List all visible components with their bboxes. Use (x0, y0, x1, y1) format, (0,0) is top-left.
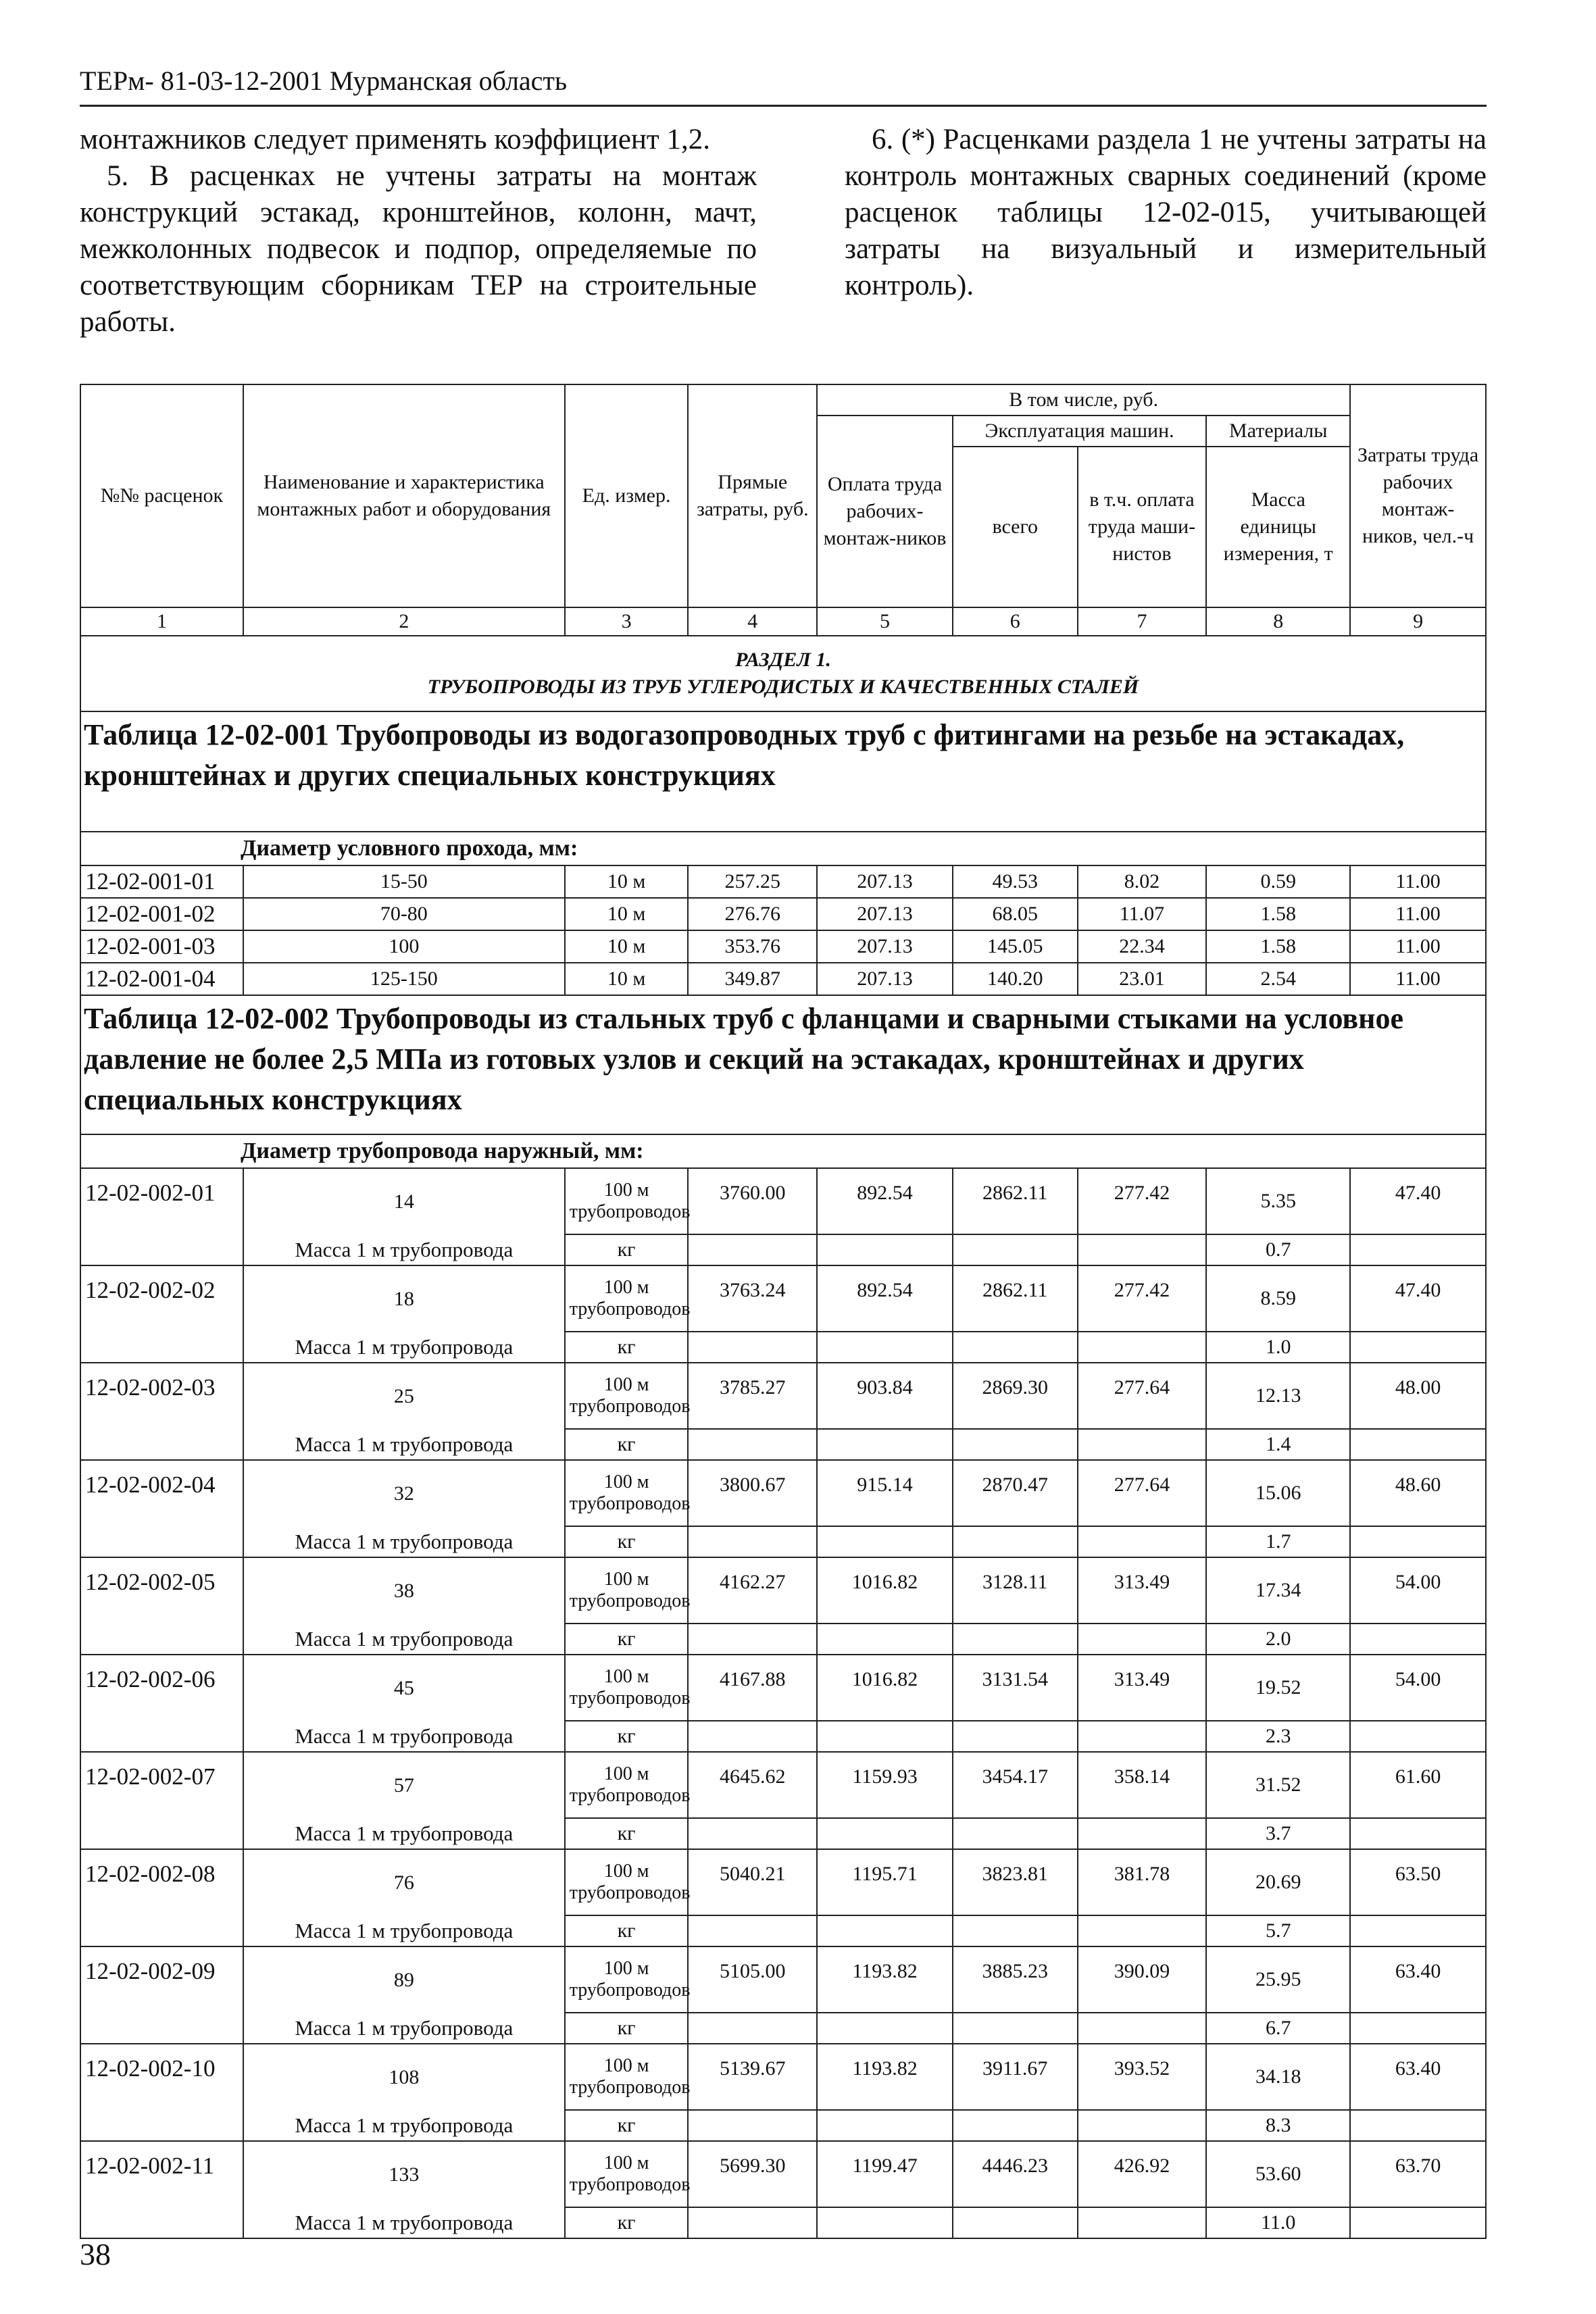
mass-row (80, 2110, 1486, 2141)
empty-cell (1078, 2207, 1207, 2238)
work-name: 32 (243, 1460, 565, 1526)
empty-cell (953, 1818, 1078, 1849)
empty-cell (817, 1332, 953, 1363)
mass-value: 2.0 (1206, 1624, 1350, 1655)
mass-unit: кг (565, 1332, 689, 1363)
empty-cell (953, 1332, 1078, 1363)
empty-cell (1078, 1915, 1207, 1946)
paragraph: монтажников следует применять коэффициент 1,2. (80, 124, 710, 155)
direct-cost: 5040.21 (688, 1849, 817, 1915)
empty-cell (817, 1234, 953, 1265)
page-number: 38 (80, 2237, 111, 2271)
labor-hours: 48.60 (1350, 1460, 1486, 1526)
mass-label: Масса 1 м трубопровода (243, 2207, 565, 2238)
empty-cell (1350, 2207, 1486, 2238)
work-name: 100 (243, 930, 565, 963)
empty-cell (1350, 1332, 1486, 1363)
direct-cost: 257.25 (688, 865, 817, 898)
materials-cost: 19.52 (1206, 1655, 1350, 1721)
work-name: 76 (243, 1849, 565, 1915)
machinist-cost: 393.52 (1078, 2044, 1207, 2110)
mass-row (80, 1624, 1486, 1655)
section-title (80, 636, 1486, 711)
mass-row (80, 1526, 1486, 1557)
rate-code: 12-02-001-02 (80, 898, 243, 930)
mass-unit: кг (565, 2207, 689, 2238)
unit: 10 м (565, 963, 689, 995)
table1-subhead (80, 832, 1486, 865)
direct-cost: 4167.88 (688, 1655, 817, 1721)
table-row (80, 1557, 1486, 1624)
rate-code: 12-02-002-08 (80, 1849, 243, 1946)
col-header-hours: Затраты труда рабочих монтаж-ников, чел.-ч (1350, 384, 1486, 607)
column-number: 7 (1078, 607, 1207, 636)
empty-cell (688, 1624, 817, 1655)
labor-hours: 54.00 (1350, 1557, 1486, 1624)
section-name: ТРУБОПРОВОДЫ ИЗ ТРУБ УГЛЕРОДИСТЫХ И КАЧЕСТВЕННЫХ СТАЛЕЙ (427, 676, 1139, 698)
column-number: 5 (817, 607, 953, 636)
empty-cell (688, 1332, 817, 1363)
labor-cost: 1016.82 (817, 1655, 953, 1721)
empty-cell (1078, 2110, 1207, 2141)
empty-cell (1350, 1624, 1486, 1655)
empty-cell (688, 1526, 817, 1557)
direct-cost: 4645.62 (688, 1752, 817, 1818)
table-row (80, 1752, 1486, 1818)
direct-cost: 4162.27 (688, 1557, 817, 1624)
empty-cell (1078, 1429, 1207, 1460)
subhead-label: Диаметр условного прохода, мм: (241, 836, 578, 861)
machinist-cost: 277.64 (1078, 1363, 1207, 1429)
unit: 100 м трубопроводов (565, 1265, 689, 1332)
empty-cell (688, 2207, 817, 2238)
machinist-cost: 23.01 (1078, 963, 1207, 995)
unit: 100 м трубопроводов (565, 1946, 689, 2013)
rate-code: 12-02-002-04 (80, 1460, 243, 1557)
rate-code: 12-02-001-04 (80, 963, 243, 995)
empty-cell (817, 2013, 953, 2044)
labor-hours: 11.00 (1350, 865, 1486, 898)
machine-cost: 145.05 (953, 930, 1078, 963)
col-header-mach-labor: в т.ч. оплата труда маши-нистов (1078, 447, 1207, 607)
machinist-cost: 313.49 (1078, 1655, 1207, 1721)
mass-label: Масса 1 м трубопровода (243, 1624, 565, 1655)
work-name: 15-50 (243, 865, 565, 898)
mass-label: Масса 1 м трубопровода (243, 2110, 565, 2141)
empty-cell (817, 1915, 953, 1946)
labor-hours: 11.00 (1350, 963, 1486, 995)
materials-cost: 8.59 (1206, 1265, 1350, 1332)
empty-cell (1078, 1234, 1207, 1265)
materials-cost: 5.35 (1206, 1168, 1350, 1234)
table-row (80, 1265, 1486, 1332)
empty-cell (953, 1915, 1078, 1946)
table-row (80, 2141, 1486, 2207)
empty-cell (1350, 1429, 1486, 1460)
rates-table (80, 384, 1487, 2239)
empty-cell (817, 1624, 953, 1655)
mass-value: 2.3 (1206, 1721, 1350, 1752)
column-number: 6 (953, 607, 1078, 636)
unit: 100 м трубопроводов (565, 1460, 689, 1526)
empty-cell (817, 1721, 953, 1752)
empty-cell (1078, 1721, 1207, 1752)
work-name: 57 (243, 1752, 565, 1818)
mass-value: 1.0 (1206, 1332, 1350, 1363)
machine-cost: 3454.17 (953, 1752, 1078, 1818)
work-name: 14 (243, 1168, 565, 1234)
rate-code: 12-02-002-09 (80, 1946, 243, 2044)
empty-cell (953, 2207, 1078, 2238)
empty-cell (817, 1526, 953, 1557)
mass-label: Масса 1 м трубопровода (243, 1332, 565, 1363)
rate-code: 12-02-002-06 (80, 1655, 243, 1752)
machine-cost: 140.20 (953, 963, 1078, 995)
empty-cell (688, 1234, 817, 1265)
mass-label: Масса 1 м трубопровода (243, 1429, 565, 1460)
empty-cell (817, 1818, 953, 1849)
machinist-cost: 390.09 (1078, 1946, 1207, 2013)
materials-cost: 31.52 (1206, 1752, 1350, 1818)
machinist-cost: 11.07 (1078, 898, 1207, 930)
empty-cell (1350, 1818, 1486, 1849)
mass-label: Масса 1 м трубопровода (243, 1526, 565, 1557)
rate-code: 12-02-002-07 (80, 1752, 243, 1849)
machinist-cost: 8.02 (1078, 865, 1207, 898)
work-name: 108 (243, 2044, 565, 2110)
mass-value: 1.7 (1206, 1526, 1350, 1557)
table-row (80, 1946, 1486, 2013)
work-name: 70-80 (243, 898, 565, 930)
column-number: 2 (243, 607, 565, 636)
machinist-cost: 277.42 (1078, 1265, 1207, 1332)
column-number: 4 (688, 607, 817, 636)
labor-hours: 63.40 (1350, 2044, 1486, 2110)
labor-hours: 63.70 (1350, 2141, 1486, 2207)
labor-cost: 1193.82 (817, 2044, 953, 2110)
col-header-mass: Масса единицы измерения, т (1206, 447, 1350, 607)
column-number: 1 (80, 607, 243, 636)
unit: 100 м трубопроводов (565, 1655, 689, 1721)
machinist-cost: 426.92 (1078, 2141, 1207, 2207)
empty-cell (1078, 1818, 1207, 1849)
work-name: 89 (243, 1946, 565, 2013)
work-name: 133 (243, 2141, 565, 2207)
work-name: 18 (243, 1265, 565, 1332)
section-number: РАЗДЕЛ 1. (735, 649, 831, 671)
labor-hours: 61.60 (1350, 1752, 1486, 1818)
materials-cost: 1.58 (1206, 930, 1350, 963)
labor-hours: 11.00 (1350, 930, 1486, 963)
empty-cell (1350, 1234, 1486, 1265)
direct-cost: 3763.24 (688, 1265, 817, 1332)
materials-cost: 2.54 (1206, 963, 1350, 995)
labor-hours: 63.50 (1350, 1849, 1486, 1915)
materials-cost: 25.95 (1206, 1946, 1350, 2013)
empty-cell (953, 1234, 1078, 1265)
machine-cost: 3885.23 (953, 1946, 1078, 2013)
rate-code: 12-02-001-03 (80, 930, 243, 963)
labor-cost: 915.14 (817, 1460, 953, 1526)
col-header-machines: Эксплуатация машин. (953, 416, 1206, 447)
empty-cell (1078, 2013, 1207, 2044)
mass-value: 8.3 (1206, 2110, 1350, 2141)
table-row (80, 865, 1486, 898)
materials-cost: 20.69 (1206, 1849, 1350, 1915)
col-header-incl: В том числе, руб. (817, 384, 1350, 416)
empty-cell (817, 2207, 953, 2238)
direct-cost: 3785.27 (688, 1363, 817, 1429)
mass-row (80, 2013, 1486, 2044)
mass-row (80, 1429, 1486, 1460)
empty-cell (688, 1915, 817, 1946)
header-title: ТЕРм- 81-03-12-2001 Мурманская область (80, 66, 568, 96)
mass-unit: кг (565, 1429, 689, 1460)
mass-row (80, 2207, 1486, 2238)
labor-cost: 207.13 (817, 898, 953, 930)
paragraph: 6. (*) Расценками раздела 1 не учтены затраты на контроль монтажных сварных соединений (кроме расценок таблицы 12-02-015, учитывающей затраты на визуальный и измерительный контроль). (845, 124, 1487, 301)
left-text-column (80, 122, 757, 341)
empty-cell (953, 2110, 1078, 2141)
machine-cost: 2870.47 (953, 1460, 1078, 1526)
labor-cost: 903.84 (817, 1363, 953, 1429)
unit: 10 м (565, 865, 689, 898)
rate-code: 12-02-002-02 (80, 1265, 243, 1363)
machine-cost: 3131.54 (953, 1655, 1078, 1721)
machine-cost: 2862.11 (953, 1265, 1078, 1332)
col-header-direct: Прямые затраты, руб. (688, 384, 817, 607)
rate-code: 12-02-002-01 (80, 1168, 243, 1265)
mass-unit: кг (565, 1721, 689, 1752)
mass-label: Масса 1 м трубопровода (243, 1915, 565, 1946)
machinist-cost: 358.14 (1078, 1752, 1207, 1818)
unit: 100 м трубопроводов (565, 1849, 689, 1915)
labor-hours: 47.40 (1350, 1168, 1486, 1234)
rate-code: 12-02-001-01 (80, 865, 243, 898)
table-row (80, 898, 1486, 930)
table-row (80, 930, 1486, 963)
machine-cost: 3128.11 (953, 1557, 1078, 1624)
empty-cell (953, 1429, 1078, 1460)
col-header-labor: Оплата труда рабочих-монтаж-ников (817, 416, 953, 607)
rate-code: 12-02-002-03 (80, 1363, 243, 1460)
materials-cost: 15.06 (1206, 1460, 1350, 1526)
unit: 100 м трубопроводов (565, 1168, 689, 1234)
labor-cost: 207.13 (817, 865, 953, 898)
table-row (80, 1363, 1486, 1429)
machinist-cost: 22.34 (1078, 930, 1207, 963)
materials-cost: 17.34 (1206, 1557, 1350, 1624)
mass-value: 6.7 (1206, 2013, 1350, 2044)
machine-cost: 68.05 (953, 898, 1078, 930)
machine-cost: 3911.67 (953, 2044, 1078, 2110)
labor-cost: 892.54 (817, 1265, 953, 1332)
direct-cost: 5105.00 (688, 1946, 817, 2013)
machine-cost: 3823.81 (953, 1849, 1078, 1915)
materials-cost: 34.18 (1206, 2044, 1350, 2110)
running-header (80, 65, 1487, 107)
empty-cell (688, 1818, 817, 1849)
unit: 10 м (565, 898, 689, 930)
machine-cost: 49.53 (953, 865, 1078, 898)
mass-label: Масса 1 м трубопровода (243, 1818, 565, 1849)
empty-cell (1350, 1526, 1486, 1557)
unit: 100 м трубопроводов (565, 1363, 689, 1429)
machinist-cost: 381.78 (1078, 1849, 1207, 1915)
machinist-cost: 313.49 (1078, 1557, 1207, 1624)
mass-label: Масса 1 м трубопровода (243, 1234, 565, 1265)
empty-cell (953, 1624, 1078, 1655)
mass-label: Масса 1 м трубопровода (243, 2013, 565, 2044)
table-row (80, 1460, 1486, 1526)
table-row (80, 1168, 1486, 1234)
direct-cost: 353.76 (688, 930, 817, 963)
direct-cost: 5699.30 (688, 2141, 817, 2207)
empty-cell (1350, 1915, 1486, 1946)
work-name: 38 (243, 1557, 565, 1624)
table-row (80, 1655, 1486, 1721)
mass-unit: кг (565, 2110, 689, 2141)
mass-row (80, 1915, 1486, 1946)
col-header-materials: Материалы (1206, 416, 1350, 447)
right-text-column (845, 122, 1487, 304)
machine-cost: 2862.11 (953, 1168, 1078, 1234)
mass-row (80, 1234, 1486, 1265)
col-header-unit: Ед. измер. (565, 384, 689, 607)
labor-hours: 47.40 (1350, 1265, 1486, 1332)
empty-cell (1078, 1332, 1207, 1363)
machinist-cost: 277.64 (1078, 1460, 1207, 1526)
materials-cost: 0.59 (1206, 865, 1350, 898)
empty-cell (953, 1526, 1078, 1557)
labor-hours: 63.40 (1350, 1946, 1486, 2013)
labor-hours: 48.00 (1350, 1363, 1486, 1429)
labor-hours: 11.00 (1350, 898, 1486, 930)
empty-cell (817, 1429, 953, 1460)
work-name: 125-150 (243, 963, 565, 995)
mass-unit: кг (565, 2013, 689, 2044)
empty-cell (688, 2013, 817, 2044)
subhead-label: Диаметр трубопровода наружный, мм: (241, 1138, 644, 1163)
materials-cost: 12.13 (1206, 1363, 1350, 1429)
rate-code: 12-02-002-05 (80, 1557, 243, 1655)
direct-cost: 3800.67 (688, 1460, 817, 1526)
table-row (80, 1849, 1486, 1915)
empty-cell (1350, 1721, 1486, 1752)
work-name: 25 (243, 1363, 565, 1429)
unit: 100 м трубопроводов (565, 1752, 689, 1818)
mass-row (80, 1332, 1486, 1363)
mass-unit: кг (565, 1234, 689, 1265)
mass-unit: кг (565, 1526, 689, 1557)
mass-label: Масса 1 м трубопровода (243, 1721, 565, 1752)
unit: 10 м (565, 930, 689, 963)
machinist-cost: 277.42 (1078, 1168, 1207, 1234)
labor-cost: 1199.47 (817, 2141, 953, 2207)
mass-value: 11.0 (1206, 2207, 1350, 2238)
materials-cost: 53.60 (1206, 2141, 1350, 2207)
labor-cost: 1016.82 (817, 1557, 953, 1624)
mass-unit: кг (565, 1818, 689, 1849)
empty-cell (1078, 1624, 1207, 1655)
labor-cost: 1193.82 (817, 1946, 953, 2013)
direct-cost: 3760.00 (688, 1168, 817, 1234)
empty-cell (688, 2110, 817, 2141)
col-header-mach-total: всего (953, 447, 1078, 607)
empty-cell (688, 1721, 817, 1752)
table-row (80, 2044, 1486, 2110)
empty-cell (953, 1721, 1078, 1752)
empty-cell (953, 2013, 1078, 2044)
rate-code: 12-02-002-10 (80, 2044, 243, 2141)
paragraph: 5. В расценках не учтены затраты на монтаж конструкций эстакад, кронштейнов, колонн, мачт, межколонных подвесок и подпор, определяемые по соответствующим сборникам ТЕР на строительные работы. (80, 160, 757, 338)
mass-value: 0.7 (1206, 1234, 1350, 1265)
mass-row (80, 1721, 1486, 1752)
table1-title: Таблица 12-02-001 Трубопроводы из водогазопроводных труб с фитингами на резьбе на эстакадах, кронштейнах и других специальных конструкциях (80, 711, 1486, 832)
empty-cell (1350, 2013, 1486, 2044)
table-row (80, 963, 1486, 995)
col-header-code: №№ расценок (80, 384, 243, 607)
machine-cost: 4446.23 (953, 2141, 1078, 2207)
empty-cell (688, 1429, 817, 1460)
mass-row (80, 1818, 1486, 1849)
direct-cost: 5139.67 (688, 2044, 817, 2110)
unit: 100 м трубопроводов (565, 1557, 689, 1624)
materials-cost: 1.58 (1206, 898, 1350, 930)
mass-unit: кг (565, 1915, 689, 1946)
direct-cost: 349.87 (688, 963, 817, 995)
labor-cost: 1195.71 (817, 1849, 953, 1915)
machine-cost: 2869.30 (953, 1363, 1078, 1429)
column-number: 8 (1206, 607, 1350, 636)
labor-cost: 207.13 (817, 930, 953, 963)
table2-subhead (80, 1134, 1486, 1168)
mass-unit: кг (565, 1624, 689, 1655)
table2-title: Таблица 12-02-002 Трубопроводы из стальных труб с фланцами и сварными стыками на условное давление не более 2,5 МПа из готовых узлов и секций на эстакадах, кронштейнах и других специальных конструкциях (80, 995, 1486, 1134)
column-number: 3 (565, 607, 689, 636)
direct-cost: 276.76 (688, 898, 817, 930)
unit: 100 м трубопроводов (565, 2141, 689, 2207)
mass-value: 5.7 (1206, 1915, 1350, 1946)
rate-code: 12-02-002-11 (80, 2141, 243, 2238)
column-number: 9 (1350, 607, 1486, 636)
mass-value: 1.4 (1206, 1429, 1350, 1460)
labor-cost: 892.54 (817, 1168, 953, 1234)
empty-cell (1350, 2110, 1486, 2141)
col-header-name: Наименование и характеристика монтажных работ и оборудования (243, 384, 565, 607)
empty-cell (1078, 1526, 1207, 1557)
mass-value: 3.7 (1206, 1818, 1350, 1849)
unit: 100 м трубопроводов (565, 2044, 689, 2110)
labor-cost: 1159.93 (817, 1752, 953, 1818)
labor-hours: 54.00 (1350, 1655, 1486, 1721)
empty-cell (817, 2110, 953, 2141)
work-name: 45 (243, 1655, 565, 1721)
labor-cost: 207.13 (817, 963, 953, 995)
